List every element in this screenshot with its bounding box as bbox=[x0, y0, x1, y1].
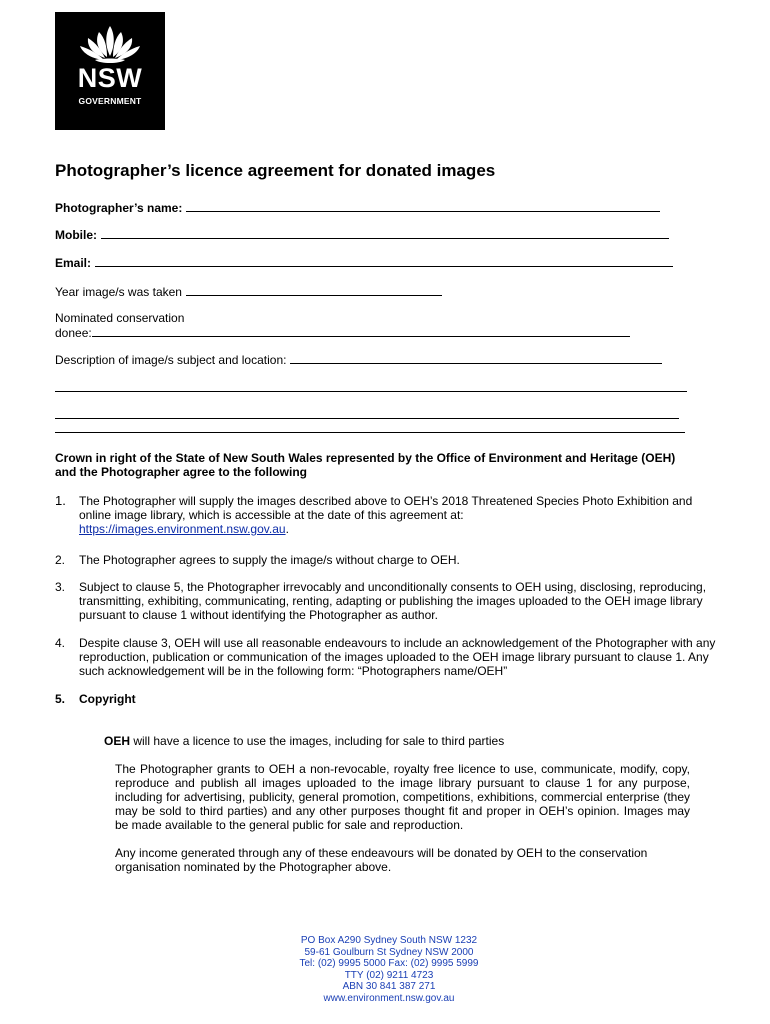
waratah-flower-icon bbox=[55, 12, 165, 67]
year-label: Year image/s was taken bbox=[55, 285, 182, 299]
clause-text: Subject to clause 5, the Photographer irrevocably and unconditionally consents to OEH using, disclosing, reproducing, transmitting, exhibiting, communicating, renting, adapting or publishing the images uploaded to the OEH image library pursuant to clause 1 without identifying the Photographer as author. bbox=[79, 580, 707, 622]
photographer-name-label: Photographer’s name: bbox=[55, 201, 183, 215]
photographer-name-field bbox=[55, 200, 660, 215]
donee-line[interactable] bbox=[92, 325, 630, 337]
clause-3 bbox=[55, 580, 720, 622]
year-line[interactable] bbox=[186, 284, 442, 296]
clause-number: 2. bbox=[55, 553, 66, 567]
clause-text: The Photographer agrees to supply the image/s without charge to OEH. bbox=[79, 553, 460, 567]
nsw-government-logo bbox=[55, 12, 165, 130]
agreement-intro bbox=[55, 451, 745, 479]
footer-contact bbox=[0, 935, 770, 1004]
clause-text: The Photographer will supply the images described above to OEH’s 2018 Threatened Species Photo Exhibition and online image library, which is accessible at the date of this agreement at: bbox=[79, 494, 693, 522]
oeh-licence-text: will have a licence to use the images, including for sale to third parties bbox=[130, 734, 505, 748]
logo-nsw-text: NSW bbox=[77, 63, 143, 93]
footer-abn: ABN 30 841 387 271 bbox=[342, 981, 436, 992]
clause-text: Despite clause 3, OEH will use all reasonable endeavours to include an acknowledgement of the Photographer with any reproduction, publication or communication of the images uploaded to the OEH image library pursuant to clause 1. Any such acknowledgement will be in the following form: “Photographers name/OEH” bbox=[79, 636, 716, 678]
clause-number: 5. bbox=[55, 692, 66, 706]
footer-tty: TTY (02) 9211 4723 bbox=[344, 969, 434, 981]
clause-heading: Copyright bbox=[79, 692, 136, 706]
description-line-3[interactable] bbox=[55, 418, 679, 419]
clause-number: 1. bbox=[55, 493, 66, 508]
agreement-intro-line2: and the Photographer agree to the following bbox=[55, 465, 308, 479]
clause-4 bbox=[55, 636, 720, 678]
footer-website-link[interactable]: www.environment.nsw.gov.au bbox=[323, 992, 455, 1004]
year-field bbox=[55, 284, 442, 299]
clause-2 bbox=[55, 553, 720, 567]
agreement-intro-line1: Crown in right of the State of New South Wales represented by the Office of Environment and Heritage (OEH) bbox=[55, 451, 676, 465]
clause-number: 3. bbox=[55, 580, 66, 594]
clause-5 bbox=[55, 692, 720, 706]
mobile-label: Mobile: bbox=[55, 228, 97, 242]
income-text: Any income generated through any of these endeavours will be donated by OEH to the conservation organisation nominated by the Photographer above. bbox=[115, 846, 648, 874]
email-field bbox=[55, 255, 673, 270]
clause-number: 4. bbox=[55, 636, 66, 650]
description-label: Description of image/s subject and location: bbox=[55, 353, 287, 367]
oeh-licence-line bbox=[104, 734, 504, 748]
footer-po-box: PO Box A290 Sydney South NSW 1232 bbox=[300, 935, 478, 946]
donee-label-line1: Nominated conservation bbox=[55, 311, 185, 325]
description-field bbox=[55, 352, 662, 367]
email-line[interactable] bbox=[95, 255, 673, 267]
clause-text-end: . bbox=[285, 522, 289, 536]
description-line-2[interactable] bbox=[55, 391, 687, 392]
mobile-line[interactable] bbox=[101, 227, 669, 239]
footer-street-address: 59-61 Goulburn St Sydney NSW 2000 bbox=[304, 946, 474, 958]
mobile-field bbox=[55, 227, 669, 242]
photographer-name-line[interactable] bbox=[186, 200, 660, 212]
licence-grant-text: The Photographer grants to OEH a non-revocable, royalty free licence to use, communicate, modify, copy, reproduce and publish all images uploaded to the image library pursuant to clause 1 for any purpose, including for advertising, publicity, general promotion, competitions, exhibitions, commercial enterprise (they may be sold to third parties) and any other purposes thought fit and proper in OEH’s opinion. Images may be made available to the general public for sale and reproduction. bbox=[115, 762, 690, 832]
donee-label: donee: bbox=[55, 326, 92, 340]
image-library-link[interactable]: https://images.environment.nsw.gov.au bbox=[79, 522, 286, 536]
clause-1 bbox=[55, 494, 720, 536]
donee-field bbox=[55, 325, 630, 340]
page-title: Photographer’s licence agreement for donated images bbox=[55, 161, 496, 180]
oeh-label: OEH bbox=[104, 734, 131, 748]
description-line[interactable] bbox=[290, 352, 662, 364]
logo-government-text: GOVERNMENT bbox=[78, 96, 142, 106]
email-label: Email: bbox=[55, 256, 92, 270]
footer-phone-fax: Tel: (02) 9995 5000 Fax: (02) 9995 5999 bbox=[299, 958, 479, 969]
description-line-4[interactable] bbox=[55, 432, 685, 433]
